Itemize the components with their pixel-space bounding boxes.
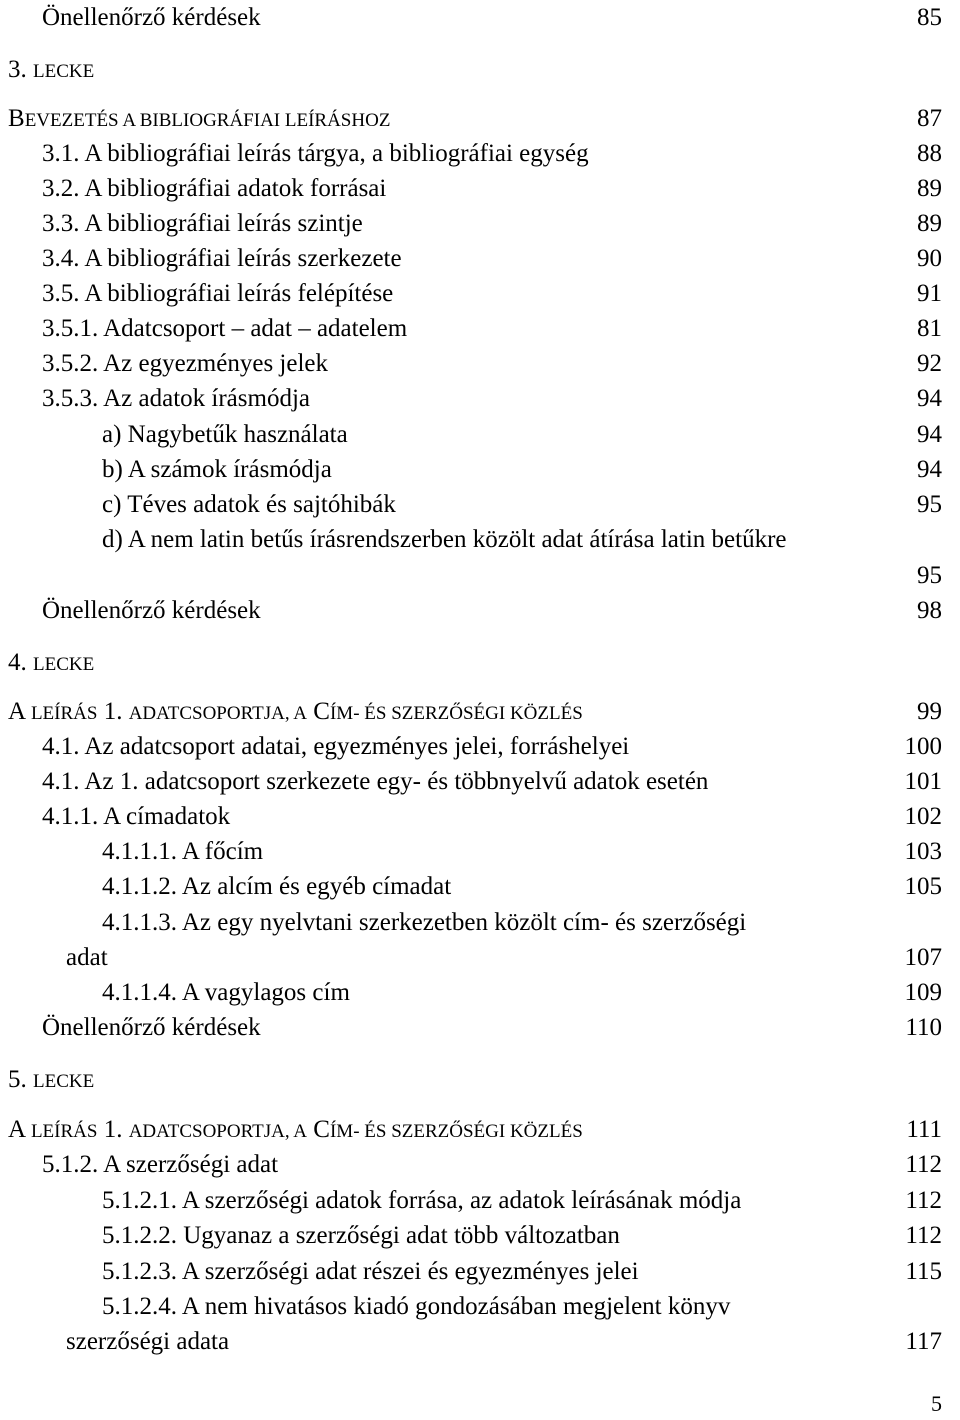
entry-page: 91: [917, 280, 942, 307]
lesson-label: LECKE: [33, 1071, 95, 1092]
entry-title: 3.5.2. Az egyezményes jelek: [42, 350, 329, 377]
entry-title: 4.1. Az 1. adatcsoport szerkezete egy- és többnyelvű adatok esetén: [42, 768, 709, 795]
entry-page: 103: [904, 838, 942, 865]
lesson-heading: [0, 52, 960, 88]
toc-subentry-continued: [0, 1324, 960, 1360]
toc-subentry: [0, 1183, 960, 1219]
lesson-number: 4.: [8, 649, 33, 676]
toc-subentry: [0, 1218, 960, 1254]
entry-page: 109: [904, 979, 942, 1006]
page-number: 5: [931, 1391, 942, 1416]
entry-title: c) Téves adatok és sajtóhibák: [102, 491, 396, 518]
entry-title: 4.1. Az adatcsoport adatai, egyezményes jelei, forráshelyei: [42, 733, 630, 760]
toc-entry: [0, 206, 960, 242]
entry-title: 3.4. A bibliográfiai leírás szerkezete: [42, 245, 402, 272]
entry-title: 5.1.2. A szerzőségi adat: [42, 1151, 279, 1178]
entry-title: 5.1.2.3. A szerzőségi adat részei és egyezményes jelei: [102, 1258, 639, 1285]
entry-title: 4.1.1. A címadatok: [42, 803, 231, 830]
entry-page: 92: [917, 350, 942, 377]
entry-page: 94: [917, 456, 942, 483]
entry-page: 85: [917, 4, 942, 31]
toc-entry-self-check-questions: [0, 593, 960, 629]
lesson-number: 5.: [8, 1066, 33, 1093]
entry-title: 4.1.1.2. Az alcím és egyéb címadat: [102, 873, 452, 900]
toc-entry-self-check-questions: [0, 1010, 960, 1046]
toc-subentry: [0, 834, 960, 870]
entry-title: 5.1.2.2. Ugyanaz a szerzőségi adat több változatban: [102, 1222, 620, 1249]
chapter-title: A LEÍRÁS 1. ADATCSOPORTJA, A CÍM- ÉS SZERZŐSÉGI KÖZLÉS 99: [0, 694, 960, 730]
entry-page: 100: [904, 733, 942, 760]
entry-page: 115: [905, 1258, 942, 1285]
entry-page: 105: [904, 873, 942, 900]
chapter-title: A LEÍRÁS 1. ADATCSOPORTJA, A CÍM- ÉS SZERZŐSÉGI KÖZLÉS 111: [0, 1112, 960, 1148]
toc-entry: [0, 276, 960, 312]
toc-subentry: [0, 417, 960, 453]
toc-entry: [0, 346, 960, 382]
entry-page: 89: [917, 210, 942, 237]
entry-title: 3.2. A bibliográfiai adatok forrásai: [42, 175, 387, 202]
entry-page: 101: [904, 768, 942, 795]
toc-subentry: [0, 452, 960, 488]
toc-entry: [0, 764, 960, 800]
entry-title: szerzőségi adata: [66, 1328, 230, 1355]
toc-subentry-continued: [0, 940, 960, 976]
lesson-heading: [0, 1062, 960, 1098]
entry-title: adat: [66, 944, 108, 971]
entry-title: d) A nem latin betűs írásrendszerben közölt adat átírása latin betűkre: [102, 526, 787, 553]
toc-entry: [0, 381, 960, 417]
entry-page: 99: [917, 698, 942, 725]
lesson-number: 3.: [8, 56, 33, 83]
toc-subentry-page: [0, 558, 960, 594]
toc-subentry: [0, 905, 960, 941]
toc-entry: [0, 171, 960, 207]
lesson-label: LECKE: [33, 654, 95, 675]
entry-title: 5.1.2.1. A szerzőségi adatok forrása, az adatok leírásának módja: [102, 1187, 742, 1214]
entry-title: 5.1.2.4. A nem hivatásos kiadó gondozásában megjelent könyv: [102, 1293, 731, 1320]
chapter-title: BEVEZETÉS A BIBLIOGRÁFIAI LEÍRÁSHOZ 87: [0, 101, 960, 137]
entry-title: Önellenőrző kérdések: [42, 597, 261, 624]
entry-title: 3.1. A bibliográfiai leírás tárgya, a bibliográfiai egység: [42, 140, 589, 167]
entry-page: 81: [917, 315, 942, 342]
toc-subentry: [0, 522, 960, 558]
entry-page: 87: [917, 105, 942, 132]
toc-subentry: [0, 1254, 960, 1290]
entry-title: Önellenőrző kérdések: [42, 4, 261, 31]
toc-subentry: [0, 1289, 960, 1325]
entry-title: 4.1.1.4. A vagylagos cím: [102, 979, 350, 1006]
toc-entry: [0, 799, 960, 835]
entry-page: 102: [904, 803, 942, 830]
entry-page: 117: [905, 1328, 942, 1355]
lesson-label: LECKE: [33, 61, 95, 82]
toc-entry: [0, 136, 960, 172]
entry-title: Önellenőrző kérdések: [42, 1014, 261, 1041]
toc-entry: [0, 729, 960, 765]
entry-page: 111: [906, 1116, 942, 1143]
entry-page: 107: [904, 944, 942, 971]
entry-title: 3.5.1. Adatcsoport – adat – adatelem: [42, 315, 408, 342]
entry-page: 89: [917, 175, 942, 202]
entry-title: a) Nagybetűk használata: [102, 421, 348, 448]
toc-subentry: [0, 487, 960, 523]
entry-page: 112: [905, 1222, 942, 1249]
entry-page: 112: [905, 1151, 942, 1178]
entry-title: 4.1.1.3. Az egy nyelvtani szerkezetben közölt cím- és szerzőségi: [102, 909, 747, 936]
entry-page: 95: [917, 562, 942, 589]
toc-entry: [0, 241, 960, 277]
entry-page: 95: [917, 491, 942, 518]
lesson-heading: [0, 645, 960, 681]
entry-title: 3.5. A bibliográfiai leírás felépítése: [42, 280, 394, 307]
entry-page: 94: [917, 385, 942, 412]
entry-title: 3.3. A bibliográfiai leírás szintje: [42, 210, 363, 237]
toc-entry: [0, 1147, 960, 1183]
entry-title: b) A számok írásmódja: [102, 456, 332, 483]
entry-page: 112: [905, 1187, 942, 1214]
entry-page: 98: [917, 597, 942, 624]
entry-title: 3.5.3. Az adatok írásmódja: [42, 385, 310, 412]
toc-entry-self-check-questions: [0, 0, 960, 36]
toc-subentry: [0, 975, 960, 1011]
toc-entry: [0, 311, 960, 347]
entry-title: 4.1.1.1. A főcím: [102, 838, 264, 865]
toc-subentry: [0, 869, 960, 905]
entry-page: 88: [917, 140, 942, 167]
entry-page: 110: [905, 1014, 942, 1041]
entry-page: 94: [917, 421, 942, 448]
entry-page: 90: [917, 245, 942, 272]
